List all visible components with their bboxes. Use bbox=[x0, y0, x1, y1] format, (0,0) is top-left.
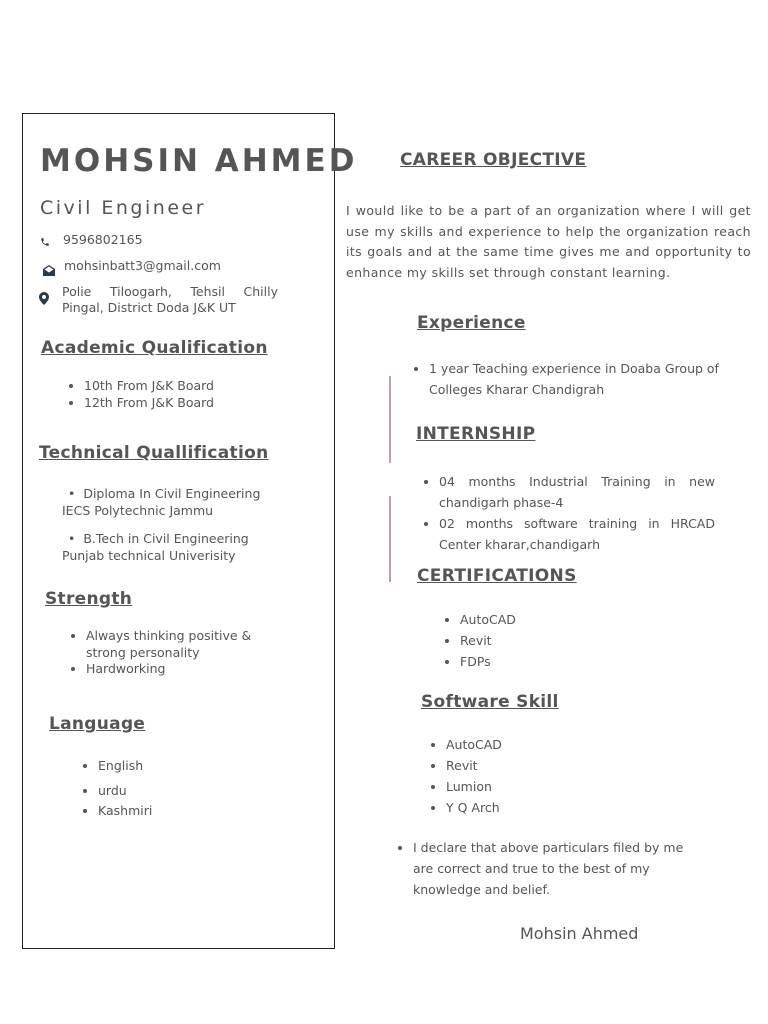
list-item: • 04 months Industrial Training in new chandigarh phase-4 bbox=[439, 471, 715, 513]
list-item: • English bbox=[98, 758, 280, 775]
list-item: • Revit bbox=[460, 630, 642, 651]
list-item: • 12th From J&K Board bbox=[84, 395, 306, 412]
phone-icon bbox=[38, 235, 52, 249]
list-item: • Y Q Arch bbox=[446, 797, 628, 818]
strength-list bbox=[68, 628, 258, 678]
list-item: • 1 year Teaching experience in Doaba Group of Colleges Kharar Chandigrah bbox=[429, 358, 737, 400]
language-list bbox=[80, 758, 280, 820]
list-item: • urdu bbox=[98, 783, 280, 800]
technical-degree: Diploma In Civil Engineering bbox=[83, 486, 261, 501]
divider-line bbox=[389, 496, 391, 582]
list-item: • Lumion bbox=[446, 776, 628, 797]
candidate-role: Civil Engineer bbox=[40, 197, 207, 219]
academic-heading: Academic Qualification bbox=[41, 338, 268, 358]
postal-address: Polie Tiloogarh, Tehsil Chilly Pingal, District Doda J&K UT bbox=[62, 284, 278, 315]
certifications-list bbox=[442, 609, 642, 672]
list-item: • Kashmiri bbox=[98, 803, 280, 820]
technical-degree: B.Tech in Civil Engineering bbox=[83, 531, 249, 546]
software-list bbox=[428, 734, 628, 818]
declaration-text: • I declare that above particulars filed by me are correct and true to the best of my knowledge and belief. bbox=[413, 837, 705, 900]
phone-number[interactable]: 9596802165 bbox=[63, 232, 143, 247]
academic-list bbox=[66, 378, 306, 411]
technical-institute: IECS Polytechnic Jammu bbox=[62, 502, 214, 518]
map-pin-icon bbox=[37, 291, 51, 305]
internship-list bbox=[421, 471, 715, 555]
list-item: • Revit bbox=[446, 755, 628, 776]
language-heading: Language bbox=[49, 714, 146, 734]
software-heading: Software Skill bbox=[421, 692, 559, 712]
candidate-name: MOHSIN AHMED bbox=[40, 143, 358, 179]
strength-heading: Strength bbox=[45, 589, 133, 609]
envelope-icon bbox=[42, 263, 56, 277]
technical-institute: Punjab technical Univerisity bbox=[62, 547, 236, 563]
list-item: • Always thinking positive & strong personality bbox=[86, 628, 258, 661]
technical-heading: Technical Quallification bbox=[39, 443, 269, 463]
career-objective-text: I would like to be a part of an organization where I will get use my skills and experience to help the organization reach its goals and at the same time gives me and opportunity to enhance my skills set through constant learning. bbox=[346, 203, 751, 280]
list-item: • AutoCAD bbox=[446, 734, 628, 755]
technical-item-1 bbox=[62, 486, 322, 519]
certifications-heading: CERTIFICATIONS bbox=[417, 566, 577, 586]
list-item: • FDPs bbox=[460, 651, 642, 672]
signature-name: Mohsin Ahmed bbox=[520, 924, 639, 943]
experience-heading: Experience bbox=[417, 313, 526, 333]
declaration bbox=[395, 837, 705, 900]
list-item: • AutoCAD bbox=[460, 609, 642, 630]
email-address[interactable]: mohsinbatt3@gmail.com bbox=[64, 258, 221, 273]
list-item: • 10th From J&K Board bbox=[84, 378, 306, 395]
divider-line bbox=[389, 376, 391, 463]
experience-list bbox=[411, 358, 737, 400]
internship-heading: INTERNSHIP bbox=[416, 424, 536, 444]
technical-item-2 bbox=[62, 531, 322, 564]
bullet-icon: • bbox=[68, 531, 76, 546]
list-item: • Hardworking bbox=[86, 661, 258, 678]
bullet-icon: • bbox=[68, 486, 76, 501]
career-objective-heading: CAREER OBJECTIVE bbox=[400, 150, 587, 170]
list-item: • 02 months software training in HRCAD Center kharar,chandigarh bbox=[439, 513, 715, 555]
